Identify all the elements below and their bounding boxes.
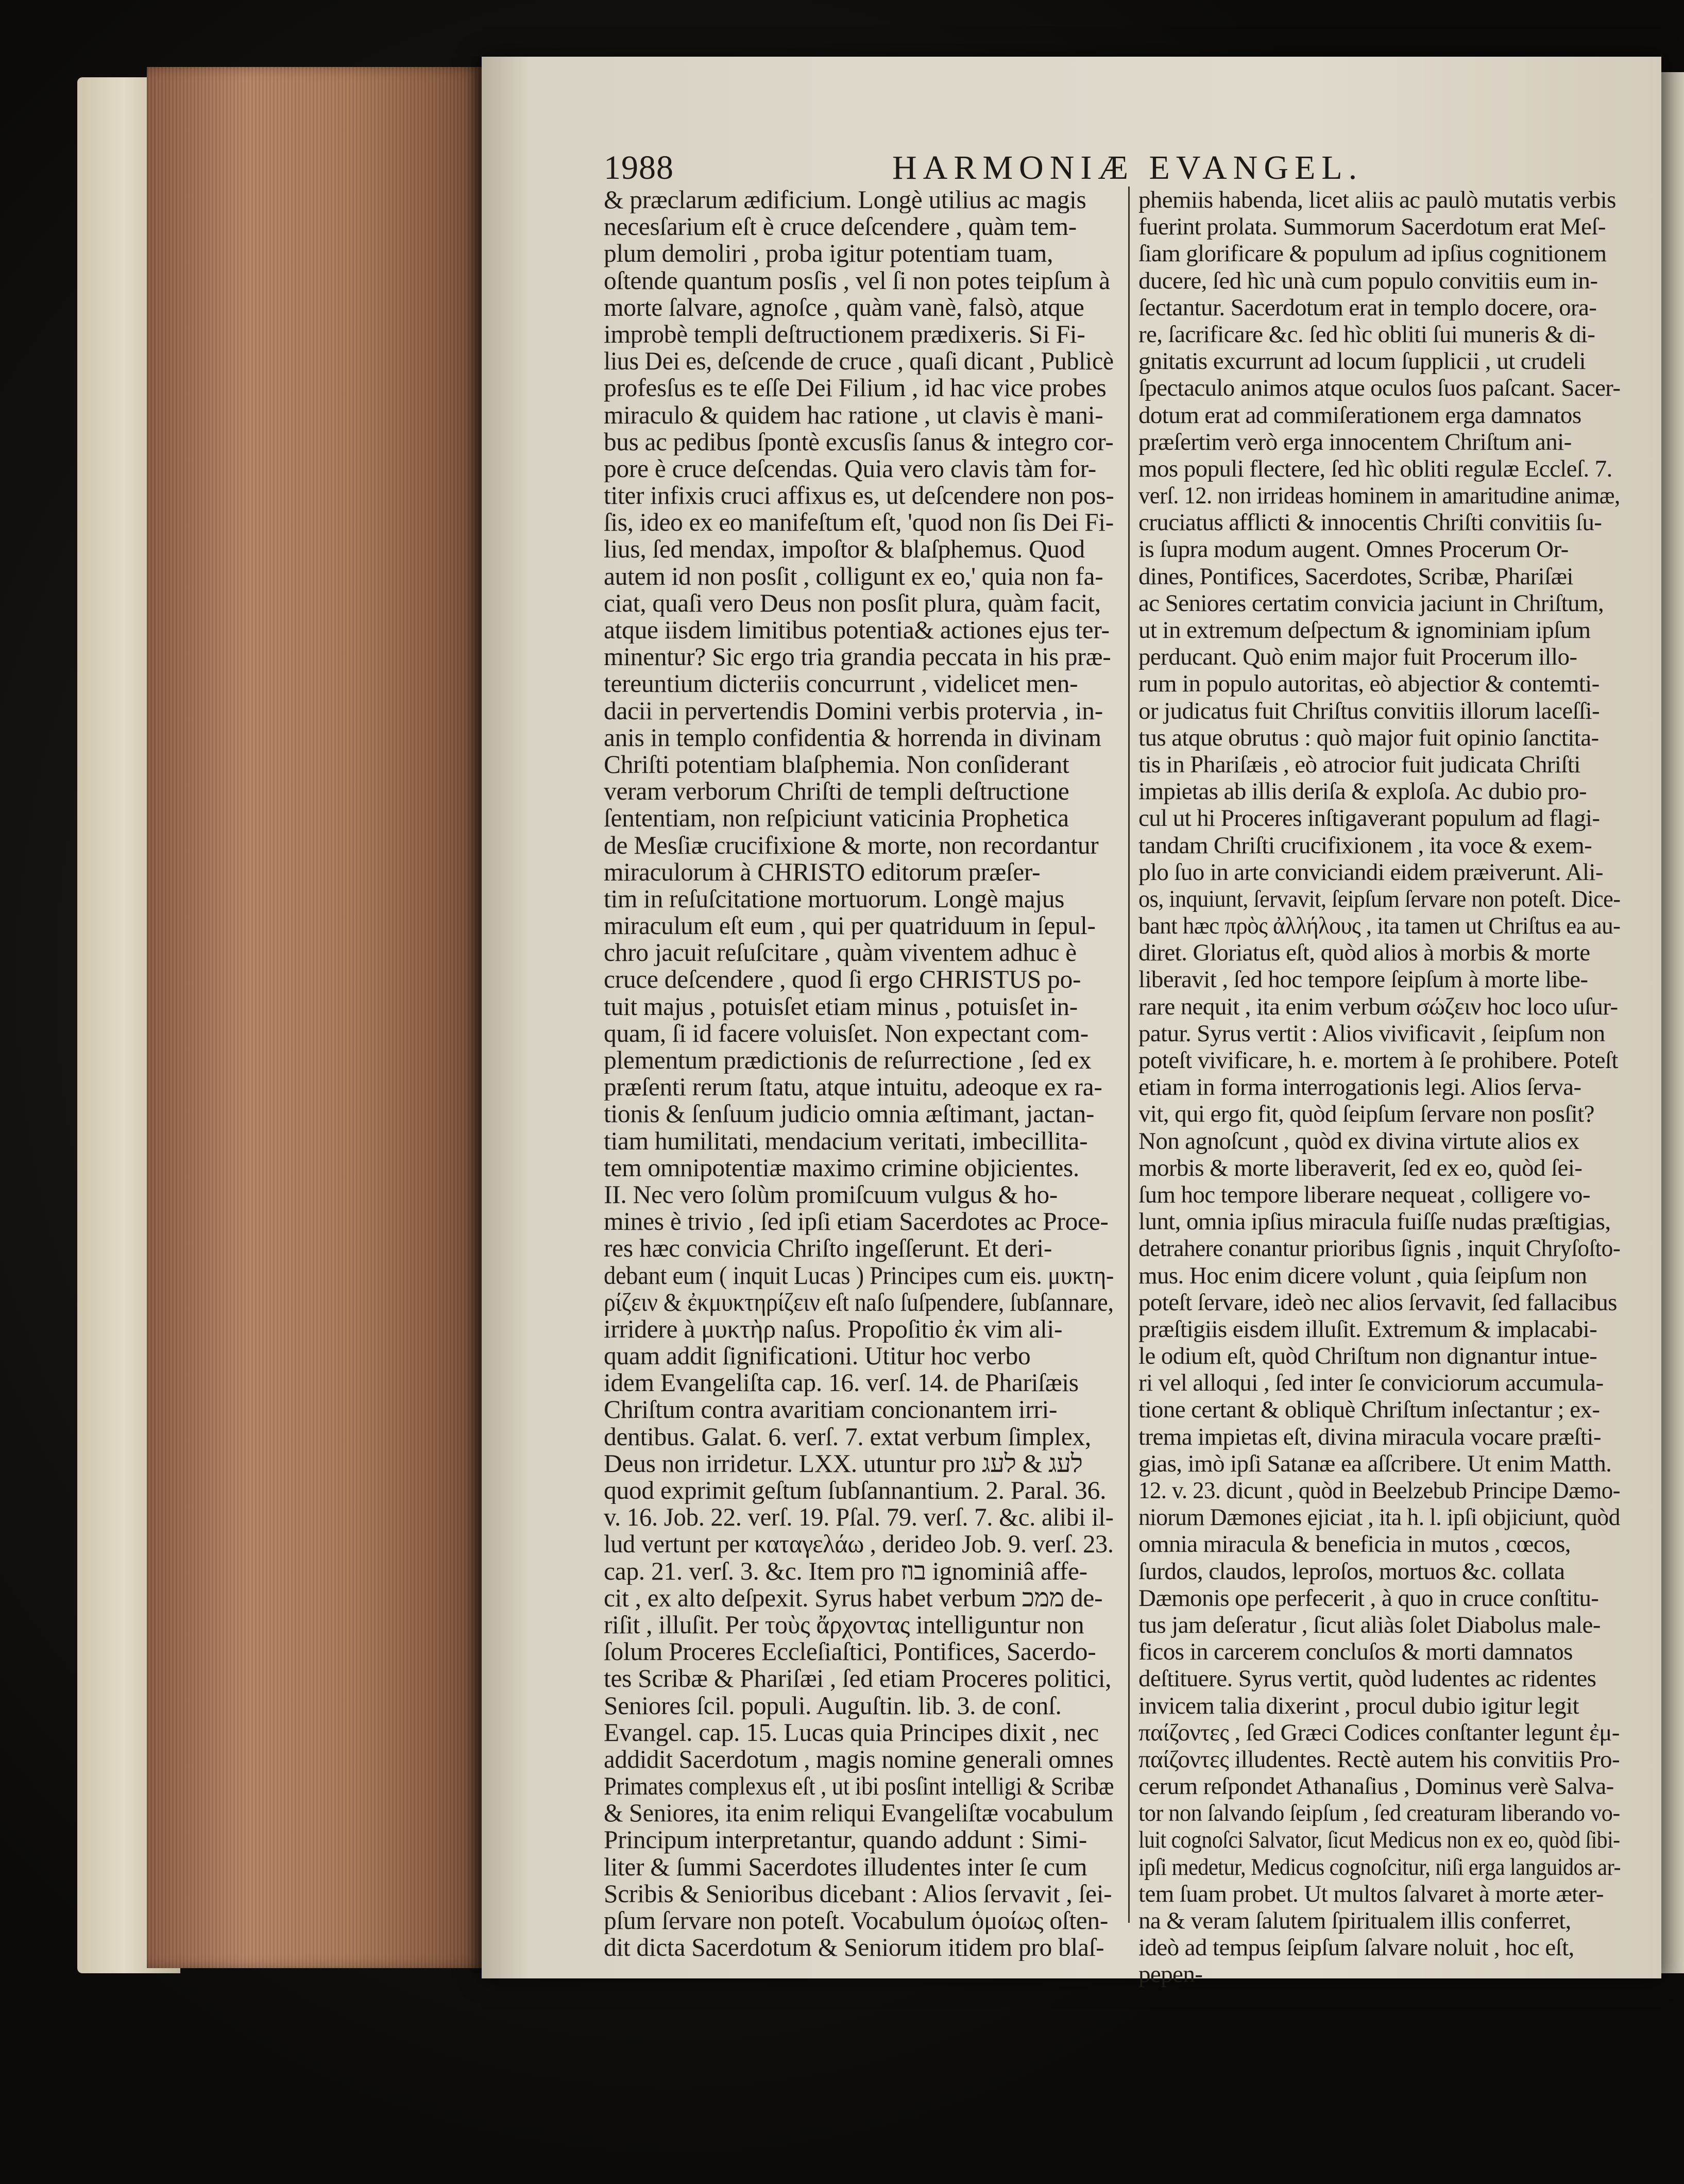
- text-line: perducant. Quò enim major fuit Procerum illo-: [1138, 644, 1577, 671]
- text-line: plo ſuo in arte conviciandi eidem præiverunt. Ali-: [1138, 858, 1603, 886]
- text-line: & præclarum ædificium. Longè utilius ac magis: [604, 187, 1086, 214]
- text-line: Chriſti potentiam blaſphemia. Non conſiderant: [604, 751, 1069, 778]
- text-line: chro jacuit reſuſcitare , quàm viventem adhuc è: [604, 939, 1077, 967]
- text-line: dacii in pervertendis Domini verbis protervia , in-: [604, 697, 1103, 724]
- text-line: dines, Pontifices, Sacerdotes, Scribæ, Phariſæi: [1138, 563, 1573, 590]
- text-line: trema impietas eſt, divina miracula vocare præſti-: [1138, 1423, 1601, 1450]
- text-line: tem ſuam probet. Ut multos ſalvaret à morte æter-: [1138, 1880, 1604, 1907]
- text-line: is ſupra modum augent. Omnes Procerum Or-: [1138, 536, 1569, 563]
- text-line: cit , ex alto deſpexit. Syrus habet verbum ממכ de-: [604, 1584, 1103, 1612]
- text-line: debant eum ( inquit Lucas ) Principes cum eis. μυκτη-: [604, 1262, 1114, 1289]
- text-line: titer infixis cruci affixus es, ut deſcendere non pos-: [604, 482, 1114, 510]
- text-line: morbis & morte liberaverit, ſed ex eo, quòd ſei-: [1138, 1154, 1583, 1181]
- column-divider: [1128, 187, 1130, 1923]
- text-line: necesſarium eſt è cruce deſcendere , quàm tem-: [604, 213, 1077, 241]
- text-line: cul ut hi Proceres inſtigaverant populum ad flagi-: [1138, 805, 1600, 832]
- text-line: ſurdos, claudos, leproſos, mortuos &c. collata: [1138, 1557, 1565, 1585]
- text-line: invicem talia dixerint , procul dubio igitur legit: [1138, 1692, 1579, 1719]
- text-line: Principum interpretantur, quando addunt : Simi-: [604, 1826, 1087, 1854]
- text-line: παίζοντες illudentes. Rectè autem his convitiis Pro-: [1138, 1746, 1620, 1773]
- text-line: morte ſalvare, agnoſce , quàm vanè, falsò, atque: [604, 294, 1084, 321]
- text-line: veram verborum Chriſti de templi deſtructione: [604, 778, 1069, 805]
- text-line: ſententiam, non reſpiciunt vaticinia Prophetica: [604, 805, 1069, 832]
- text-line: gnitatis excurrunt ad locum ſupplicii , ut crudeli: [1138, 348, 1586, 375]
- text-line: quam addit ſignificationi. Utitur hoc verbo: [604, 1343, 1031, 1370]
- text-line: plum demoliri , proba igitur potentiam tuam,: [604, 240, 1053, 267]
- text-line: diret. Gloriatus eſt, quòd alios à morbis & morte: [1138, 939, 1590, 967]
- text-line: tionis & ſenſuum judicio omnia æſtimant, jactan-: [604, 1101, 1095, 1128]
- text-line: tis in Phariſæis , eò atrocior fuit judicata Chriſti: [1138, 751, 1580, 778]
- text-line: impietas ab illis deriſa & exploſa. Ac dubio pro-: [1138, 778, 1587, 805]
- text-line: tor non ſalvando ſeipſum , ſed creaturam liberando vo-: [1138, 1800, 1620, 1827]
- text-line: ſum hoc tempore liberare nequeat , colligere vo-: [1138, 1181, 1590, 1208]
- text-line: os, inquiunt, ſervavit, ſeipſum ſervare non poteſt. Dice-: [1138, 885, 1621, 912]
- text-line: le odium eſt, quòd Chriſtum non dignantur intue-: [1138, 1343, 1597, 1370]
- text-line: tes Scribæ & Phariſæi , ſed etiam Proceres politici,: [604, 1665, 1112, 1692]
- text-line: ſolum Proceres Eccleſiaſtici, Pontifices, Sacerdo-: [604, 1638, 1096, 1666]
- text-line: præſertim verò erga innocentem Chriſtum ani-: [1138, 428, 1572, 455]
- text-line: irridere à μυκτὴρ naſus. Propoſitio ἐκ vim ali-: [604, 1315, 1063, 1343]
- text-line: gias, imò ipſi Satanæ ea aſſcribere. Ut enim Matth.: [1138, 1450, 1612, 1477]
- text-line: omnia miracula & beneficia in mutos , cœcos,: [1138, 1531, 1571, 1558]
- text-line: quod exprimit geſtum ſubſannantium. 2. Paral. 36.: [604, 1477, 1107, 1504]
- page-number: 1988: [604, 149, 674, 187]
- text-line: ut in extremum deſpectum & ignominiam ipſum: [1138, 617, 1591, 644]
- text-line: res hæc convicia Chriſto ingeſſerunt. Et deri-: [604, 1235, 1052, 1262]
- text-line: lunt, omnia ipſius miracula fuiſſe nudas præſtigias,: [1138, 1208, 1611, 1235]
- text-line: Deus non irridetur. LXX. utuntur pro לעג & לעג: [604, 1450, 1083, 1477]
- text-line: ri vel alloqui , ſed inter ſe conviciorum accumula-: [1138, 1369, 1604, 1397]
- running-title: HARMONIÆ EVANGEL.: [892, 149, 1364, 187]
- text-line: tereuntium dicteriis concurrunt , videlicet men-: [604, 670, 1078, 698]
- text-line: & Seniores, ita enim reliqui Evangeliſtæ vocabulum: [604, 1800, 1114, 1827]
- text-line: lius, ſed mendax, impoſtor & blaſphemus. Quod: [604, 536, 1085, 563]
- text-line: ideò ad tempus ſeipſum ſalvare noluit , hoc eſt,: [1138, 1934, 1574, 1961]
- text-line: re, ſacrificare &c. ſed hìc obliti ſui muneris & di-: [1138, 320, 1595, 348]
- text-line: anis in templo confidentia & horrenda in divinam: [604, 724, 1101, 751]
- text-line: mus. Hoc enim dicere volunt , quia ſeipſum non: [1138, 1262, 1587, 1289]
- text-line: bus ac pedibus ſpontè excusſis ſanus & integro cor-: [604, 428, 1114, 455]
- text-line: miraculo & quidem hac ratione , ut clavis è mani-: [604, 401, 1103, 429]
- text-line: Dæmonis ope perfecerit , à quo in cruce conſtitu-: [1138, 1584, 1599, 1612]
- text-line: ac Seniores certatim convicia jaciunt in Chriſtum,: [1138, 589, 1604, 617]
- text-line: tus jam deſeratur , ſicut aliàs ſolet Diabolus male-: [1138, 1611, 1601, 1638]
- text-line: de Mesſiæ crucifixione & morte, non recordantur: [604, 832, 1099, 859]
- text-line: tuit majus , potuisſet etiam minus , potuisſet in-: [604, 993, 1078, 1020]
- text-line: ſpectaculo animos atque oculos ſuos paſcant. Sacer-: [1138, 375, 1621, 402]
- text-line: Evangel. cap. 15. Lucas quia Principes dixit , nec: [604, 1719, 1099, 1746]
- page-block-edge: [147, 67, 484, 1968]
- text-line: improbè templi deſtructionem prædixeris. Si Fi-: [604, 320, 1085, 348]
- text-line: Chriſtum contra avaritiam concionantem irri-: [604, 1396, 1058, 1424]
- text-line: dotum erat ad commiſerationem erga damnatos: [1138, 401, 1581, 429]
- text-line: poteſt vivificare, h. e. mortem à ſe prohibere. Poteſt: [1138, 1047, 1618, 1074]
- text-line: liter & ſummi Sacerdotes illudentes inter ſe cum: [604, 1853, 1087, 1881]
- text-line: tim in reſuſcitatione mortuorum. Longè majus: [604, 885, 1065, 913]
- text-line: ſis, ideo ex eo manifeſtum eſt, 'quod non ſis Dei Fi-: [604, 509, 1114, 536]
- text-line: patur. Syrus vertit : Alios vivificavit , ſeipſum non: [1138, 1020, 1605, 1047]
- text-line: lius Dei es, deſcende de cruce , quaſi dicant , Publicè: [604, 348, 1114, 375]
- text-line: miraculorum à CHRISTO editorum præſer-: [604, 858, 1041, 886]
- text-line: deſtituere. Syrus vertit, quòd ludentes ac ridentes: [1138, 1665, 1596, 1692]
- text-line: παίζοντες , ſed Græci Codices conſtanter legunt ἐμ-: [1138, 1719, 1620, 1746]
- text-line: Non agnoſcunt , quòd ex divina virtute alios ex: [1138, 1127, 1579, 1155]
- text-line: rum in populo autoritas, eò abjectior & contemti-: [1138, 670, 1600, 698]
- text-line: tem omnipotentiæ maximo crimine objicientes.: [604, 1154, 1079, 1181]
- text-line: præſenti rerum ſtatu, atque intuitu, adeoque ex ra-: [604, 1074, 1102, 1101]
- text-line: detrahere conantur prioribus ſignis , inquit Chryſoſto-: [1138, 1235, 1621, 1262]
- text-line: Primates complexus eſt , ut ibi posſint intelligi & Scribæ: [604, 1773, 1114, 1800]
- text-line: dit dicta Sacerdotum & Seniorum itidem pro blaſ-: [604, 1934, 1104, 1961]
- text-column-left: [604, 187, 1114, 1961]
- text-line: ſiam glorificare & populum ad ipſius cognitionem: [1138, 240, 1607, 267]
- text-line: cerum reſpondet Athanaſius , Dominus verè Salva-: [1138, 1773, 1614, 1800]
- text-line: atque iisdem limitibus potentia& actiones ejus ter-: [604, 617, 1110, 644]
- text-line: cruciatus afflicti & innocentis Chriſti convitiis ſu-: [1138, 509, 1602, 536]
- text-line: miraculum eſt eum , qui per quatriduum in ſepul-: [604, 912, 1096, 940]
- text-line: ficos in carcerem concluſos & morti damnatos: [1138, 1638, 1573, 1666]
- text-line: cruce deſcendere , quod ſi ergo CHRISTUS po-: [604, 966, 1081, 993]
- text-column-right: [1138, 187, 1620, 1988]
- text-line: autem id non posſit , colligunt ex eo,' quia non fa-: [604, 563, 1103, 590]
- text-line: cap. 21. verſ. 3. &c. Item pro בוז ignominiâ affe-: [604, 1557, 1087, 1585]
- text-line: addidit Sacerdotum , magis nomine generali omnes: [604, 1746, 1114, 1773]
- text-line: v. 16. Job. 22. verſ. 19. Pſal. 79. verſ. 7. &c. alibi il-: [604, 1504, 1114, 1531]
- text-line: tus atque obrutus : quò major fuit opinio ſanctita-: [1138, 724, 1599, 751]
- text-line: tandam Chriſti crucifixionem , ita voce & exem-: [1138, 832, 1592, 859]
- text-line: tiam humilitati, mendacium veritati, imbecillita-: [604, 1127, 1088, 1155]
- text-line: oſtende quantum posſis , vel ſi non potes teipſum à: [604, 267, 1110, 294]
- text-line: or judicatus fuit Chriſtus convitiis illorum laceſſi-: [1138, 697, 1600, 724]
- text-line: pſum ſervare non poteſt. Vocabulum ὁμοίως oſten-: [604, 1907, 1109, 1935]
- text-line: liberavit , ſed hoc tempore ſeipſum à morte libe-: [1138, 966, 1588, 993]
- text-line: II. Nec vero ſolùm promiſcuum vulgus & ho-: [604, 1181, 1058, 1209]
- text-line: Seniores ſcil. populi. Auguſtin. lib. 3. de conſ.: [604, 1692, 1062, 1719]
- text-line: luit cognoſci Salvator, ſicut Medicus non ex eo, quòd ſibi-: [1138, 1826, 1620, 1854]
- text-line: niorum Dæmones ejiciat , ita h. l. ipſi objiciunt, quòd: [1138, 1504, 1620, 1531]
- text-line: præſtigiis eisdem illuſit. Extremum & implacabi-: [1138, 1315, 1597, 1343]
- text-line: ſectantur. Sacerdotum erat in templo docere, ora-: [1138, 294, 1597, 321]
- text-line: rare nequit , ita enim verbum σώζειν hoc loco uſur-: [1138, 993, 1618, 1020]
- text-line: pepen-: [1138, 1961, 1203, 1988]
- text-line: verſ. 12. non irrideas hominem in amaritudine animæ,: [1138, 482, 1620, 510]
- text-line: ipſi medetur, Medicus cognoſcitur, niſi erga languidos ar-: [1138, 1853, 1621, 1881]
- text-line: pore è cruce deſcendas. Quia vero clavis tàm for-: [604, 455, 1096, 483]
- text-line: 12. v. 23. dicunt , quòd in Beelzebub Principe Dæmo-: [1138, 1477, 1620, 1504]
- text-line: poteſt ſervare, ideò nec alios ſervavit, ſed fallacibus: [1138, 1289, 1617, 1316]
- text-line: minentur? Sic ergo tria grandia peccata in his præ-: [604, 644, 1111, 671]
- text-line: riſit , illuſit. Per τοὺς ἄρχοντας intelliguntur non: [604, 1611, 1084, 1639]
- text-line: dentibus. Galat. 6. verſ. 7. extat verbum ſimplex,: [604, 1423, 1091, 1450]
- text-line: fuerint prolata. Summorum Sacerdotum erat Meſ-: [1138, 213, 1606, 241]
- text-line: etiam in forma interrogationis legi. Alios ſerva-: [1138, 1074, 1581, 1101]
- text-line: idem Evangeliſta cap. 16. verſ. 14. de Phariſæis: [604, 1369, 1079, 1397]
- text-line: phemiis habenda, licet aliis ac paulò mutatis verbis: [1138, 187, 1616, 213]
- text-line: na & veram ſalutem ſpiritualem illis conferret,: [1138, 1907, 1571, 1934]
- text-line: ducere, ſed hìc unà cum populo convitiis eum in-: [1138, 267, 1598, 294]
- text-line: Scribis & Senioribus dicebant : Alios ſervavit , ſei-: [604, 1880, 1112, 1907]
- text-line: tione certant & obliquè Chriſtum inſectantur ; ex-: [1138, 1396, 1600, 1424]
- text-line: quam, ſi id facere voluisſet. Non expectant com-: [604, 1020, 1088, 1047]
- text-line: ciat, quaſi vero Deus non posſit plura, quàm facit,: [604, 589, 1101, 617]
- text-line: bant hæc πρὸς ἀλλήλους , ita tamen ut Chriſtus ea au-: [1138, 912, 1620, 940]
- text-line: ρίζειν & ἐκμυκτηρίζειν eſt naſo ſuſpendere, ſubſannare,: [604, 1289, 1114, 1316]
- text-line: mos populi flectere, ſed hìc obliti regulæ Eccleſ. 7.: [1138, 455, 1612, 482]
- text-line: profesſus es te eſſe Dei Filium , id hac vice probes: [604, 375, 1107, 402]
- text-line: lud vertunt per καταγελάω , derideo Job. 9. verſ. 23.: [604, 1531, 1114, 1558]
- text-line: vit, qui ergo fit, quòd ſeipſum ſervare non posſit?: [1138, 1101, 1594, 1128]
- text-line: mines è trivio , ſed ipſi etiam Sacerdotes ac Proce-: [604, 1208, 1109, 1235]
- text-line: plementum prædictionis de reſurrectione , ſed ex: [604, 1047, 1092, 1074]
